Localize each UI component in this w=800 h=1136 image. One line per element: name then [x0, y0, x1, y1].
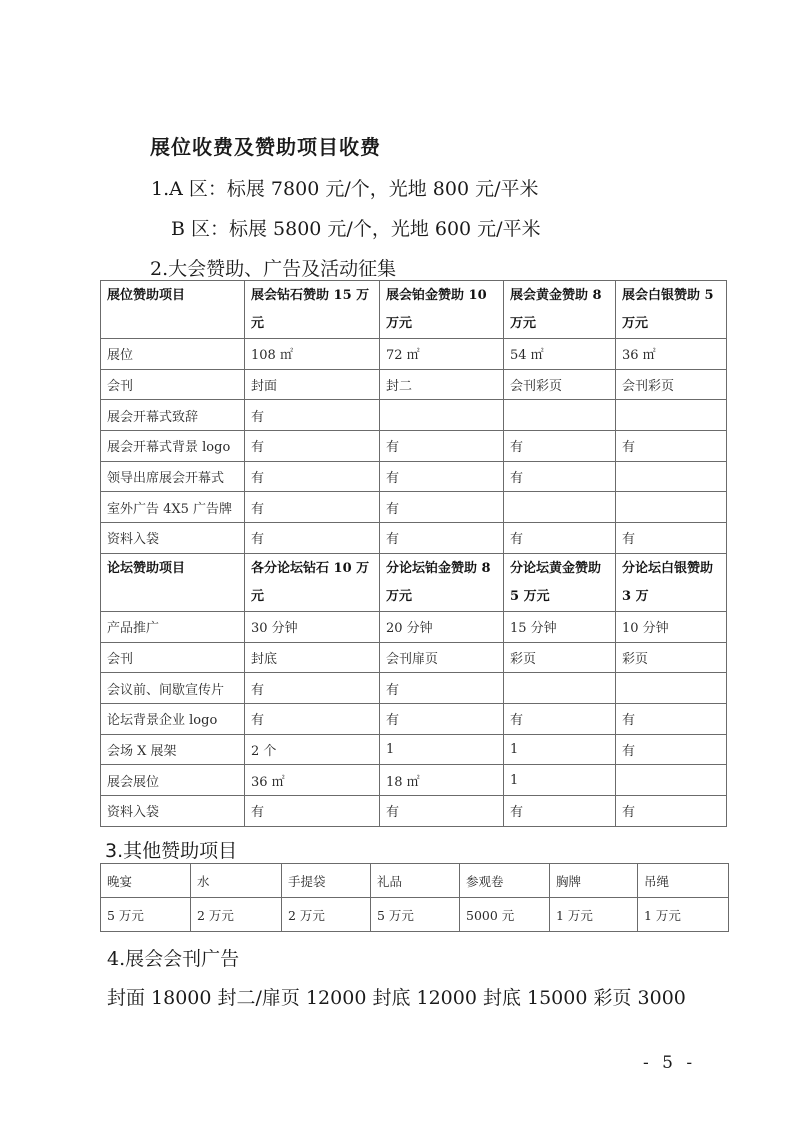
header-cell: 各分论坛钻石 10 万元 [245, 553, 380, 611]
table-cell: 有 [616, 431, 727, 462]
table-cell: 15 分钟 [504, 611, 616, 642]
page-number: - 5 - [643, 1053, 697, 1073]
table-cell: 有 [245, 523, 380, 554]
table-cell: 54 ㎡ [504, 339, 616, 370]
item-cell: 吊绳 [638, 864, 729, 898]
table-row [101, 673, 727, 704]
table-cell: 有 [380, 795, 504, 826]
table-row [101, 431, 727, 462]
table-row [101, 400, 727, 431]
table-cell: 会议前、间歇宣传片 [101, 673, 245, 704]
table-cell: 资料入袋 [101, 795, 245, 826]
table-row [101, 461, 727, 492]
item-cell: 礼品 [371, 864, 460, 898]
table-cell [616, 765, 727, 796]
table-cell: 72 ㎡ [380, 339, 504, 370]
header-cell: 论坛赞助项目 [101, 553, 245, 611]
table-cell: 有 [380, 461, 504, 492]
table-cell: 36 ㎡ [616, 339, 727, 370]
price-cell: 1 万元 [638, 898, 729, 932]
table-cell: 会刊彩页 [504, 369, 616, 400]
header-cell: 展位赞助项目 [101, 281, 245, 339]
table-row [101, 734, 727, 765]
table-cell: 彩页 [504, 642, 616, 673]
zone-b-pricing: B 区：标展 5800 元/个，光地 600 元/平米 [171, 218, 541, 240]
table-cell: 展会展位 [101, 765, 245, 796]
header-cell: 分论坛白银赞助 3 万 [616, 553, 727, 611]
table-cell: 有 [616, 703, 727, 734]
table-cell: 产品推广 [101, 611, 245, 642]
other-sponsorship-table [100, 863, 729, 932]
table-cell: 资料入袋 [101, 523, 245, 554]
table-row [101, 523, 727, 554]
zone-a-pricing: 1.A 区：标展 7800 元/个，光地 800 元/平米 [151, 178, 539, 200]
table-cell: 有 [380, 703, 504, 734]
price-cell: 5000 元 [460, 898, 550, 932]
item-cell: 胸牌 [550, 864, 638, 898]
table-cell: 1 [504, 765, 616, 796]
table-cell [616, 400, 727, 431]
booth-header-row [101, 281, 727, 339]
item-cell: 参观卷 [460, 864, 550, 898]
item-cell: 手提袋 [282, 864, 371, 898]
table-cell: 封二 [380, 369, 504, 400]
header-cell: 分论坛铂金赞助 8 万元 [380, 553, 504, 611]
table-row [101, 611, 727, 642]
table-cell [616, 492, 727, 523]
table-cell: 20 分钟 [380, 611, 504, 642]
header-cell: 展会黄金赞助 8 万元 [504, 281, 616, 339]
table-cell: 有 [245, 461, 380, 492]
price-cell: 1 万元 [550, 898, 638, 932]
table-cell: 108 ㎡ [245, 339, 380, 370]
table-row [101, 339, 727, 370]
price-cell: 5 万元 [101, 898, 191, 932]
table-cell: 有 [245, 703, 380, 734]
page-heading: 展位收费及赞助项目收费 [150, 135, 381, 159]
section3-title: 3.其他赞助项目 [105, 840, 238, 862]
table-cell: 有 [616, 795, 727, 826]
table-cell: 有 [504, 703, 616, 734]
table-cell: 展会开幕式背景 logo [101, 431, 245, 462]
table-cell: 有 [380, 523, 504, 554]
table-cell: 会刊扉页 [380, 642, 504, 673]
table-cell: 有 [380, 492, 504, 523]
header-cell: 展会钻石赞助 15 万元 [245, 281, 380, 339]
table-cell: 有 [245, 400, 380, 431]
table-cell: 18 ㎡ [380, 765, 504, 796]
table-cell: 30 分钟 [245, 611, 380, 642]
section4-title: 4.展会会刊广告 [107, 948, 240, 970]
table-cell: 有 [245, 431, 380, 462]
other-prices-row [101, 898, 729, 932]
table-cell: 有 [616, 523, 727, 554]
item-cell: 晚宴 [101, 864, 191, 898]
table-cell: 彩页 [616, 642, 727, 673]
table-row [101, 642, 727, 673]
header-cell: 展会铂金赞助 10 万元 [380, 281, 504, 339]
table-row [101, 703, 727, 734]
table-cell: 1 [504, 734, 616, 765]
table-row [101, 369, 727, 400]
table-cell: 会刊 [101, 642, 245, 673]
table-cell: 有 [245, 673, 380, 704]
table-cell: 有 [380, 431, 504, 462]
table-cell: 封底 [245, 642, 380, 673]
table-cell: 论坛背景企业 logo [101, 703, 245, 734]
table-cell: 10 分钟 [616, 611, 727, 642]
table-cell: 有 [504, 431, 616, 462]
price-cell: 5 万元 [371, 898, 460, 932]
table-cell [616, 461, 727, 492]
table-cell [616, 673, 727, 704]
table-cell [504, 400, 616, 431]
price-cell: 2 万元 [282, 898, 371, 932]
forum-header-row [101, 553, 727, 611]
table-cell: 会刊 [101, 369, 245, 400]
table-cell: 1 [380, 734, 504, 765]
table-cell: 有 [380, 673, 504, 704]
catalog-ad-prices: 封面 18000 封二/扉页 12000 封底 12000 封底 15000 彩页 3000 [107, 987, 686, 1009]
table-cell: 会场 X 展架 [101, 734, 245, 765]
table-row [101, 492, 727, 523]
section2-title: 2.大会赞助、广告及活动征集 [150, 258, 397, 280]
table-row [101, 795, 727, 826]
price-cell: 2 万元 [191, 898, 282, 932]
table-cell: 有 [504, 461, 616, 492]
table-cell [504, 673, 616, 704]
table-cell: 封面 [245, 369, 380, 400]
header-cell: 分论坛黄金赞助 5 万元 [504, 553, 616, 611]
item-cell: 水 [191, 864, 282, 898]
table-cell: 展位 [101, 339, 245, 370]
table-row [101, 765, 727, 796]
table-cell: 有 [245, 492, 380, 523]
table-cell: 室外广告 4X5 广告牌 [101, 492, 245, 523]
header-cell: 展会白银赞助 5 万元 [616, 281, 727, 339]
table-cell: 展会开幕式致辞 [101, 400, 245, 431]
table-cell: 有 [245, 795, 380, 826]
table-cell: 36 ㎡ [245, 765, 380, 796]
table-cell: 有 [504, 795, 616, 826]
table-cell: 有 [504, 523, 616, 554]
table-cell [504, 492, 616, 523]
sponsorship-table [100, 280, 727, 827]
table-cell: 2 个 [245, 734, 380, 765]
other-items-row [101, 864, 729, 898]
table-cell: 会刊彩页 [616, 369, 727, 400]
table-cell: 领导出席展会开幕式 [101, 461, 245, 492]
table-cell [380, 400, 504, 431]
table-cell: 有 [616, 734, 727, 765]
